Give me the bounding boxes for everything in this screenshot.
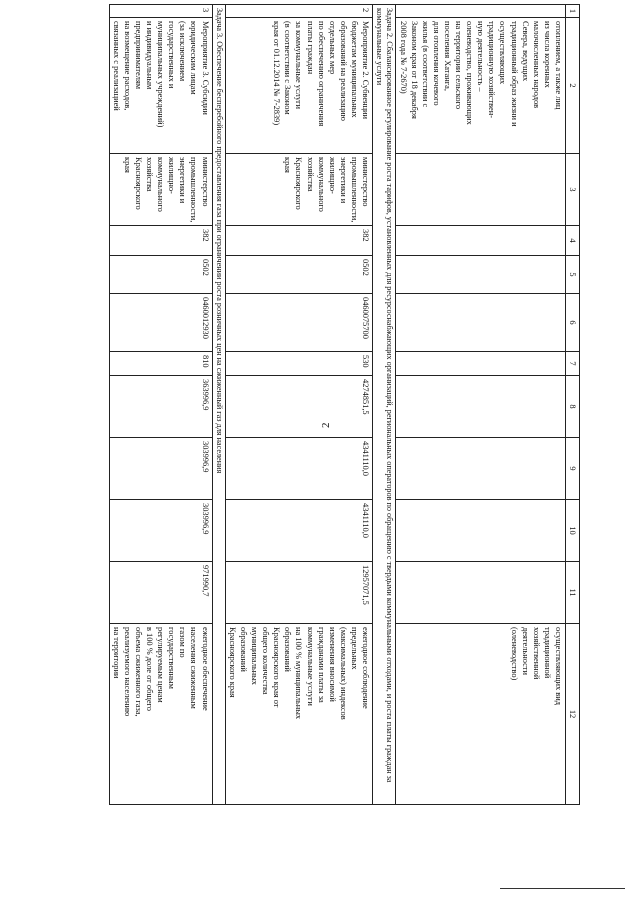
column-number: 9: [565, 438, 579, 500]
table-row: [225, 5, 372, 805]
year-1-amount: 363996,9: [109, 376, 212, 438]
task-3-title: Задача 3. Обеспечение бесперебойного предоставления газа при ограничении роста розничных цен на сжиженный газ для населения: [212, 5, 225, 805]
row-number: 3: [109, 5, 212, 18]
task-heading-row: [212, 5, 225, 805]
csr-code: 0460012930: [109, 294, 212, 352]
executor: министерство промышленности, энергетики и жилищно- коммунального хозяйства Красноярского края: [109, 154, 212, 226]
column-number: 1: [565, 5, 579, 18]
column-number: 3: [565, 154, 579, 226]
activity-name: Мероприятие 2. Субвенции бюджетам муниципальных образований на реализацию отдельных мер по обеспечению ограничения платы граждан за коммунальные услуги (в соответствии с Законом края от 01.12.2014 № 7-2839): [225, 18, 372, 154]
column-number: 5: [565, 256, 579, 294]
grbs-code: 382: [109, 226, 212, 256]
column-number: 12: [565, 624, 579, 805]
total-amount: 971990,7: [109, 562, 212, 624]
program-activities-table: [60, 4, 580, 804]
continuation-result: осуществляющих вид традиционной хозяйственной деятельности (оленеводство): [396, 624, 565, 805]
rzpr-code: 0502: [109, 256, 212, 294]
expected-result: ежегодное обеспечение населения сжиженным газом по государственным регулируемым ценам в 100 % доле от общего объема сжиженного газа, реализуемого населению на территории: [109, 624, 212, 805]
total-amount: 12957071,5: [225, 562, 372, 624]
row-number: 2: [225, 5, 372, 18]
grbs-code: 382: [225, 226, 372, 256]
column-number: 10: [565, 500, 579, 562]
year-1-amount: 4274851,5: [225, 376, 372, 438]
footer-rule: [500, 888, 625, 889]
column-number: 11: [565, 562, 579, 624]
continuation-description: отоплением, а также лиц из числа коренных малочисленных народов Севера, ведущих традиционный образ жизни и осуществляющих традиционную хозяйствен- ную деятельность – оленеводство, проживающих на территории сельского поселения Хатанга, для отопления кочевого жилья (в соответствии с Законом края от 18 декабря 2008 года № 7-2670): [396, 18, 565, 154]
year-3-amount: 4341110,0: [225, 500, 372, 562]
vr-code: 810: [109, 352, 212, 376]
csr-code: 0460075700: [225, 294, 372, 352]
page-number: 2: [320, 422, 332, 428]
task-2-title: Задача 2. Сбалансированное регулирование роста тарифов, установленных для ресурсоснабжающих организаций, региональных операторов по обращению с твердыми коммунальными отходами, и роста платы граждан за коммунальные услуги: [373, 5, 397, 805]
continuation-row: [396, 5, 565, 805]
vr-code: 530: [225, 352, 372, 376]
column-number: 8: [565, 376, 579, 438]
column-number: 7: [565, 352, 579, 376]
year-3-amount: 303996,9: [109, 500, 212, 562]
column-number: 6: [565, 294, 579, 352]
year-2-amount: 303996,9: [109, 438, 212, 500]
year-2-amount: 4341110,0: [225, 438, 372, 500]
expected-result: ежегодное соблюдение предельных (максимальных) индексов изменения вносимой гражданами платы за коммунальные услуги на 100 % муниципальных образований Красноярского края от общего количества муниципальных образований Красноярского края: [225, 624, 372, 805]
table-row: [109, 5, 212, 805]
column-number: 2: [565, 18, 579, 154]
activity-name: Мероприятие 3. Субсидии юридическим лицам (за исключением государственных и муниципальных учреждений) и индивидуальным предпринимателям на возмещение расходов, связанных с реализацией: [109, 18, 212, 154]
rzpr-code: 0502: [225, 256, 372, 294]
column-number: 4: [565, 226, 579, 256]
column-number-row: [565, 5, 579, 805]
executor: министерство промышленности, энергетики и жилищно- коммунального хозяйства Красноярского края: [225, 154, 372, 226]
task-heading-row: [373, 5, 397, 805]
